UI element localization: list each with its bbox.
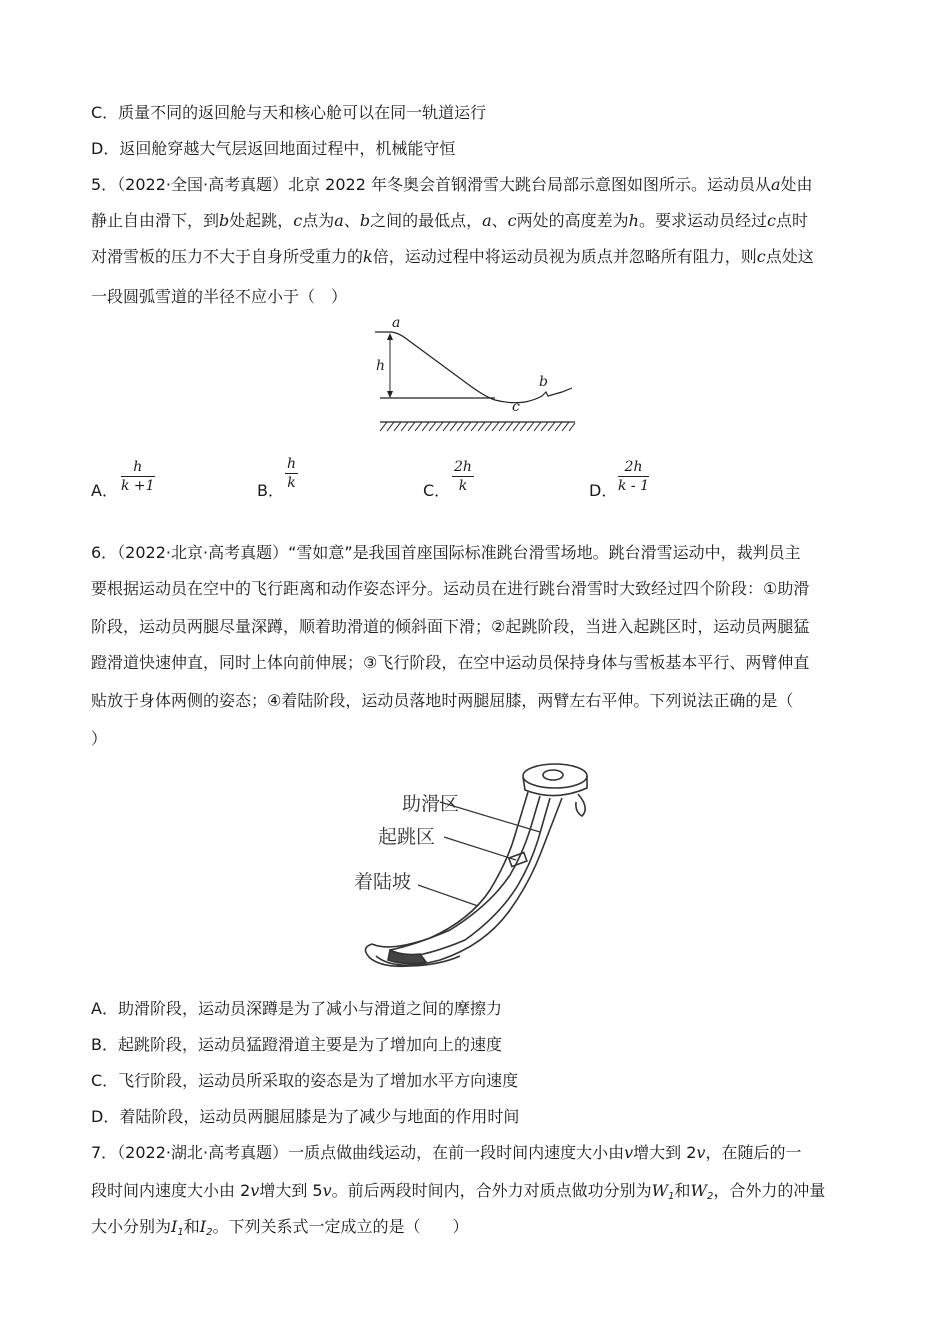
label-a: a <box>392 315 401 331</box>
q6-option-b: B．起跳阶段，运动员猛蹬滑道主要是为了增加向上的速度 <box>91 1035 502 1054</box>
arrow-head-top <box>387 333 393 340</box>
q5-stem-line-2: 静止自由滑下，到b处起跳，c点为a、b之间的最低点，a、c两处的高度差为h。要求运动员经过c点时 <box>91 211 808 230</box>
q4-option-d: D．返回舱穿越大气层返回地面过程中，机械能守恒 <box>91 139 456 158</box>
hatching <box>380 422 575 431</box>
q6-option-d: D．着陆阶段，运动员两腿屈膝是为了减少与地面的作用时间 <box>91 1107 520 1126</box>
q5-option-a-fraction: $\frac{h}{k +1}$ <box>121 459 155 494</box>
q5-option-b-fraction: $\frac{h}{k}$ <box>287 456 297 491</box>
q4-option-c: C．质量不同的返回舱与天和核心舱可以在同一轨道运行 <box>91 103 487 122</box>
arrow-head-bottom <box>387 391 393 398</box>
q6-option-a: A．助滑阶段，运动员深蹲是为了减小与滑道之间的摩擦力 <box>91 999 502 1018</box>
inrun-left-edge <box>372 792 528 947</box>
platform-support <box>576 794 585 816</box>
label-landing: 着陆坡 <box>354 871 412 893</box>
q5-option-b-label: B． <box>257 481 284 500</box>
q6-venue-figure <box>350 760 640 978</box>
q6-stem-line-4: 蹬滑道快速伸直，同时上体向前伸展；③飞行阶段，在空中运动员保持身体与雪板基本平行、两臂伸直 <box>91 653 810 672</box>
slope-curve <box>375 332 572 403</box>
q5-option-a-label: A． <box>91 481 118 500</box>
label-inrun: 助滑区 <box>402 793 460 815</box>
q5-ski-jump-figure <box>370 312 585 434</box>
q5-stem-line-4: 一段圆弧雪道的半径不应小于（ ） <box>91 287 348 306</box>
q7-stem-line-1: 7．（2022·湖北·高考真题）一质点做曲线运动，在前一段时间内速度大小由v增大到 2v，在随后的一 <box>91 1143 802 1162</box>
q5-option-d-fraction: $\frac{2h}{k - 1}$ <box>618 459 650 494</box>
q5-option-c-label: C． <box>423 481 451 500</box>
track-left <box>390 796 540 950</box>
q7-stem-line-3: 大小分别为$I_1$和$I_2$。下列关系式一定成立的是（ ） <box>91 1217 469 1238</box>
q6-stem-line-1: 6．（2022·北京·高考真题）“雪如意”是我国首座国际标准跳台滑雪场地。跳台滑雪运动中，裁判员主 <box>91 543 801 562</box>
q5-stem-line-1: 5．（2022·全国·高考真题）北京 2022 年冬奥会首钢滑雪大跳台局部示意图如图所示。运动员从a处由 <box>91 175 813 194</box>
landing-end <box>388 950 426 964</box>
label-c: c <box>512 399 520 415</box>
q6-stem-line-3: 阶段，运动员两腿尽量深蹲，顺着助滑道的倾斜面下滑；②起跳阶段，当进入起跳区时，运动员两腿猛 <box>91 617 810 636</box>
label-takeoff: 起跳区 <box>378 826 436 848</box>
label-h: h <box>376 358 386 374</box>
q6-stem-line-6: ） <box>91 729 108 748</box>
q6-stem-line-5: 贴放于身体两侧的姿态；④着陆阶段，运动员落地时两腿屈膝，两臂左右平伸。下列说法正确的是（ <box>91 691 794 710</box>
q5-option-c-fraction: $\frac{2h}{k}$ <box>454 459 472 494</box>
q6-stem-line-2: 要根据运动员在空中的飞行距离和动作姿态评分。运动员在进行跳台滑雪时大致经过四个阶段：①助滑 <box>91 579 810 598</box>
q5-option-d-label: D． <box>589 481 618 500</box>
label-b: b <box>539 374 548 390</box>
callout-3 <box>418 885 478 906</box>
platform-top <box>523 764 587 788</box>
callout-2 <box>444 837 516 860</box>
q6-option-c: C．飞行阶段，运动员所采取的姿态是为了增加水平方向速度 <box>91 1071 519 1090</box>
q7-stem-line-2: 段时间内速度大小由 2v增大到 5v。前后两段时间内，合外力对质点做功分别为$W_1$和$W_2$，合外力的冲量 <box>91 1181 826 1202</box>
q5-stem-line-3: 对滑雪板的压力不大于自身所受重力的k倍，运动过程中将运动员视为质点并忽略所有阻力，则c点处这 <box>91 247 814 266</box>
track-right <box>400 798 550 958</box>
